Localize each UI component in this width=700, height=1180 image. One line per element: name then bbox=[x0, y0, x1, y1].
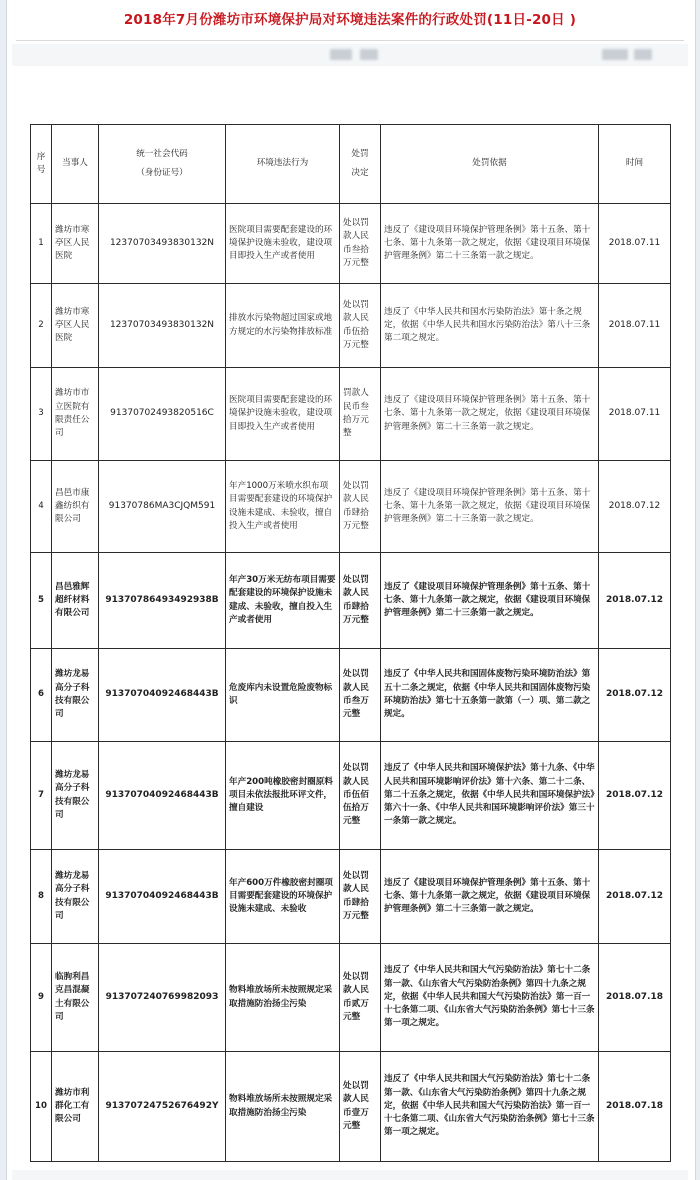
row-decision: 处以罚款人民币贰万元整 bbox=[340, 944, 381, 1052]
row-decision: 处以罚款人民币伍拾万元整 bbox=[340, 284, 381, 368]
table-row bbox=[31, 553, 671, 649]
row-basis: 违反了《中华人民共和国固体废物污染环境防治法》第五十二条之规定，依据《中华人民共和国固体废物污染环境防治法》第七十五条第一款第（一）项、第二款之规定。 bbox=[381, 649, 599, 742]
row-code: 91370704092468443B bbox=[99, 649, 226, 742]
row-date: 2018.07.11 bbox=[599, 368, 671, 461]
row-index: 2 bbox=[31, 284, 52, 368]
row-basis: 违反了《建设项目环境保护管理条例》第十五条、第十七条、第十九条第一款之规定，依据《建设项目环境保护管理条例》第二十三条第一款之规定。 bbox=[381, 461, 599, 553]
row-violation: 危废库内未设置危险废物标识 bbox=[226, 649, 340, 742]
page-title: 2018年7月份潍坊市环境保护局对环境违法案件的行政处罚(11日-20日 ) bbox=[123, 12, 577, 28]
row-violation: 年产200吨橡胶密封圈原料项目未依法报批环评文件，擅自建设 bbox=[226, 742, 340, 850]
header-code: 统一社会代码 （身份证号） bbox=[99, 125, 226, 204]
row-decision: 处以罚款人民币叁拾万元整 bbox=[340, 204, 381, 284]
row-basis: 违反了《建设项目环境保护管理条例》第十五条、第十七条、第十九条第一款之规定，依据《建设项目环境保护管理条例》第二十三条第一款之规定。 bbox=[381, 553, 599, 649]
title-divider bbox=[16, 40, 684, 41]
row-code: 91370704092468443B bbox=[99, 742, 226, 850]
redacted-meta bbox=[602, 49, 628, 60]
row-decision: 处以罚款人民币肆拾万元整 bbox=[340, 850, 381, 944]
row-party: 潍坊市寒亭区人民医院 bbox=[52, 284, 99, 368]
row-decision: 处以罚款人民币肆拾万元整 bbox=[340, 553, 381, 649]
table-row bbox=[31, 204, 671, 284]
row-code: 91370702493820516C bbox=[99, 368, 226, 461]
row-index: 4 bbox=[31, 461, 52, 553]
row-violation: 排放水污染物超过国家或地方规定的水污染物排放标准 bbox=[226, 284, 340, 368]
redacted-meta bbox=[330, 49, 352, 60]
row-code: 91370724752676492Y bbox=[99, 1052, 226, 1162]
header-violation: 环境违法行为 bbox=[226, 125, 340, 204]
row-code: 12370703493830132N bbox=[99, 204, 226, 284]
row-code: 91370704092468443B bbox=[99, 850, 226, 944]
row-code: 91370786493492938B bbox=[99, 553, 226, 649]
row-basis: 违反了《中华人民共和国大气污染防治法》第七十二条第一款、《山东省大气污染防治条例》第四十九条之规定，依据《中华人民共和国大气污染防治法》第一百一十七条第二项、《山东省大气污染防治条例》第七十三条第一项之规定。 bbox=[381, 944, 599, 1052]
row-basis: 违反了《建设项目环境保护管理条例》第十五条、第十七条、第十九条第一款之规定，依据《建设项目环境保护管理条例》第二十三条第一款之规定。 bbox=[381, 368, 599, 461]
row-violation: 医院项目需要配套建设的环境保护设施未验收，建设项目即投入生产或者使用 bbox=[226, 204, 340, 284]
header-basis: 处罚依据 bbox=[381, 125, 599, 204]
row-index: 9 bbox=[31, 944, 52, 1052]
row-index: 5 bbox=[31, 553, 52, 649]
table-row bbox=[31, 850, 671, 944]
row-violation: 年产30万米无纺布项目需要配套建设的环境保护设施未建成、未验收，擅自投入生产或者使用 bbox=[226, 553, 340, 649]
row-date: 2018.07.12 bbox=[599, 649, 671, 742]
row-violation: 医院项目需要配套建设的环境保护设施未验收，建设项目即投入生产或者使用 bbox=[226, 368, 340, 461]
table-row bbox=[31, 944, 671, 1052]
row-date: 2018.07.11 bbox=[599, 284, 671, 368]
row-violation: 物料堆放场所未按照规定采取措施防治扬尘污染 bbox=[226, 944, 340, 1052]
header-index: 序 号 bbox=[31, 125, 52, 204]
header-date: 时间 bbox=[599, 125, 671, 204]
row-date: 2018.07.12 bbox=[599, 553, 671, 649]
row-code: 12370703493830132N bbox=[99, 284, 226, 368]
row-date: 2018.07.18 bbox=[599, 944, 671, 1052]
header-decision: 处罚 决定 bbox=[340, 125, 381, 204]
redacted-meta bbox=[360, 49, 378, 60]
row-party: 昌邑市康鑫纺织有限公司 bbox=[52, 461, 99, 553]
row-decision: 处以罚款人民币壹万元整 bbox=[340, 1052, 381, 1162]
row-party: 潍坊龙易高分子科技有限公司 bbox=[52, 850, 99, 944]
row-basis: 违反了《建设项目环境保护管理条例》第十五条、第十七条、第十九条第一款之规定，依据《建设项目环境保护管理条例》第二十三条第一款之规定。 bbox=[381, 850, 599, 944]
redacted-meta bbox=[634, 49, 652, 60]
footer-strip bbox=[12, 1170, 688, 1180]
row-index: 10 bbox=[31, 1052, 52, 1162]
row-index: 1 bbox=[31, 204, 52, 284]
row-date: 2018.07.12 bbox=[599, 850, 671, 944]
header-party: 当事人 bbox=[52, 125, 99, 204]
row-date: 2018.07.11 bbox=[599, 204, 671, 284]
row-decision: 罚款人民币叁拾万元整 bbox=[340, 368, 381, 461]
table-row bbox=[31, 284, 671, 368]
table-row bbox=[31, 649, 671, 742]
row-party: 潍坊市利群化工有限公司 bbox=[52, 1052, 99, 1162]
row-code: 91370724076998209З bbox=[99, 944, 226, 1052]
table-header-row bbox=[31, 125, 671, 204]
row-party: 潍坊市寒亭区人民医院 bbox=[52, 204, 99, 284]
row-party: 潍坊龙易高分子科技有限公司 bbox=[52, 649, 99, 742]
table-row bbox=[31, 742, 671, 850]
row-index: 8 bbox=[31, 850, 52, 944]
penalty-table bbox=[30, 124, 671, 1162]
row-violation: 年产1000万米喷水织布项目需要配套建设的环境保护设施未建成、未验收，擅自投入生产或者使用 bbox=[226, 461, 340, 553]
row-basis: 违反了《中华人民共和国大气污染防治法》第七十二条第一款、《山东省大气污染防治条例》第四十九条之规定，依据《中华人民共和国大气污染防治法》第一百一十七条第二项、《山东省大气污染防治条例》第七十三条第一项之规定。 bbox=[381, 1052, 599, 1162]
row-decision: 处以罚款人民币肆拾万元整 bbox=[340, 461, 381, 553]
row-basis: 违反了《中华人民共和国环境保护法》第十九条、《中华人民共和国环境影响评价法》第十六条、第二十二条、第二十五条之规定，依据《中华人民共和国环境保护法》第六十一条、《中华人民共和国环境影响评价法》第三十一条第一款之规定。 bbox=[381, 742, 599, 850]
row-index: 7 bbox=[31, 742, 52, 850]
row-party: 潍坊龙易高分子科技有限公司 bbox=[52, 742, 99, 850]
row-decision: 处以罚款人民币叁万元整 bbox=[340, 649, 381, 742]
table-row bbox=[31, 461, 671, 553]
row-violation: 年产600万件橡胶密封圈项目需要配套建设的环境保护设施未建成、未验收 bbox=[226, 850, 340, 944]
row-index: 6 bbox=[31, 649, 52, 742]
row-index: 3 bbox=[31, 368, 52, 461]
row-basis: 违反了《建设项目环境保护管理条例》第十五条、第十七条、第十九条第一款之规定，依据《建设项目环境保护管理条例》第二十三条第一款之规定。 bbox=[381, 204, 599, 284]
row-party: 潍坊市市立医院有限责任公司 bbox=[52, 368, 99, 461]
row-party: 临朐利昌克昌混凝土有限公司 bbox=[52, 944, 99, 1052]
row-party: 昌邑雅辉超纤材料有限公司 bbox=[52, 553, 99, 649]
table-row bbox=[31, 1052, 671, 1162]
row-date: 2018.07.12 bbox=[599, 461, 671, 553]
row-code: 91370786MA3CJQM591 bbox=[99, 461, 226, 553]
row-basis: 违反了《中华人民共和国水污染防治法》第十条之规定，依据《中华人民共和国水污染防治法》第八十三条第二项之规定。 bbox=[381, 284, 599, 368]
row-date: 2018.07.18 bbox=[599, 1052, 671, 1162]
table-row bbox=[31, 368, 671, 461]
row-violation: 物料堆放场所未按照规定采取措施防治扬尘污染 bbox=[226, 1052, 340, 1162]
row-decision: 处以罚款人民币伍佰伍拾万元整 bbox=[340, 742, 381, 850]
row-date: 2018.07.12 bbox=[599, 742, 671, 850]
